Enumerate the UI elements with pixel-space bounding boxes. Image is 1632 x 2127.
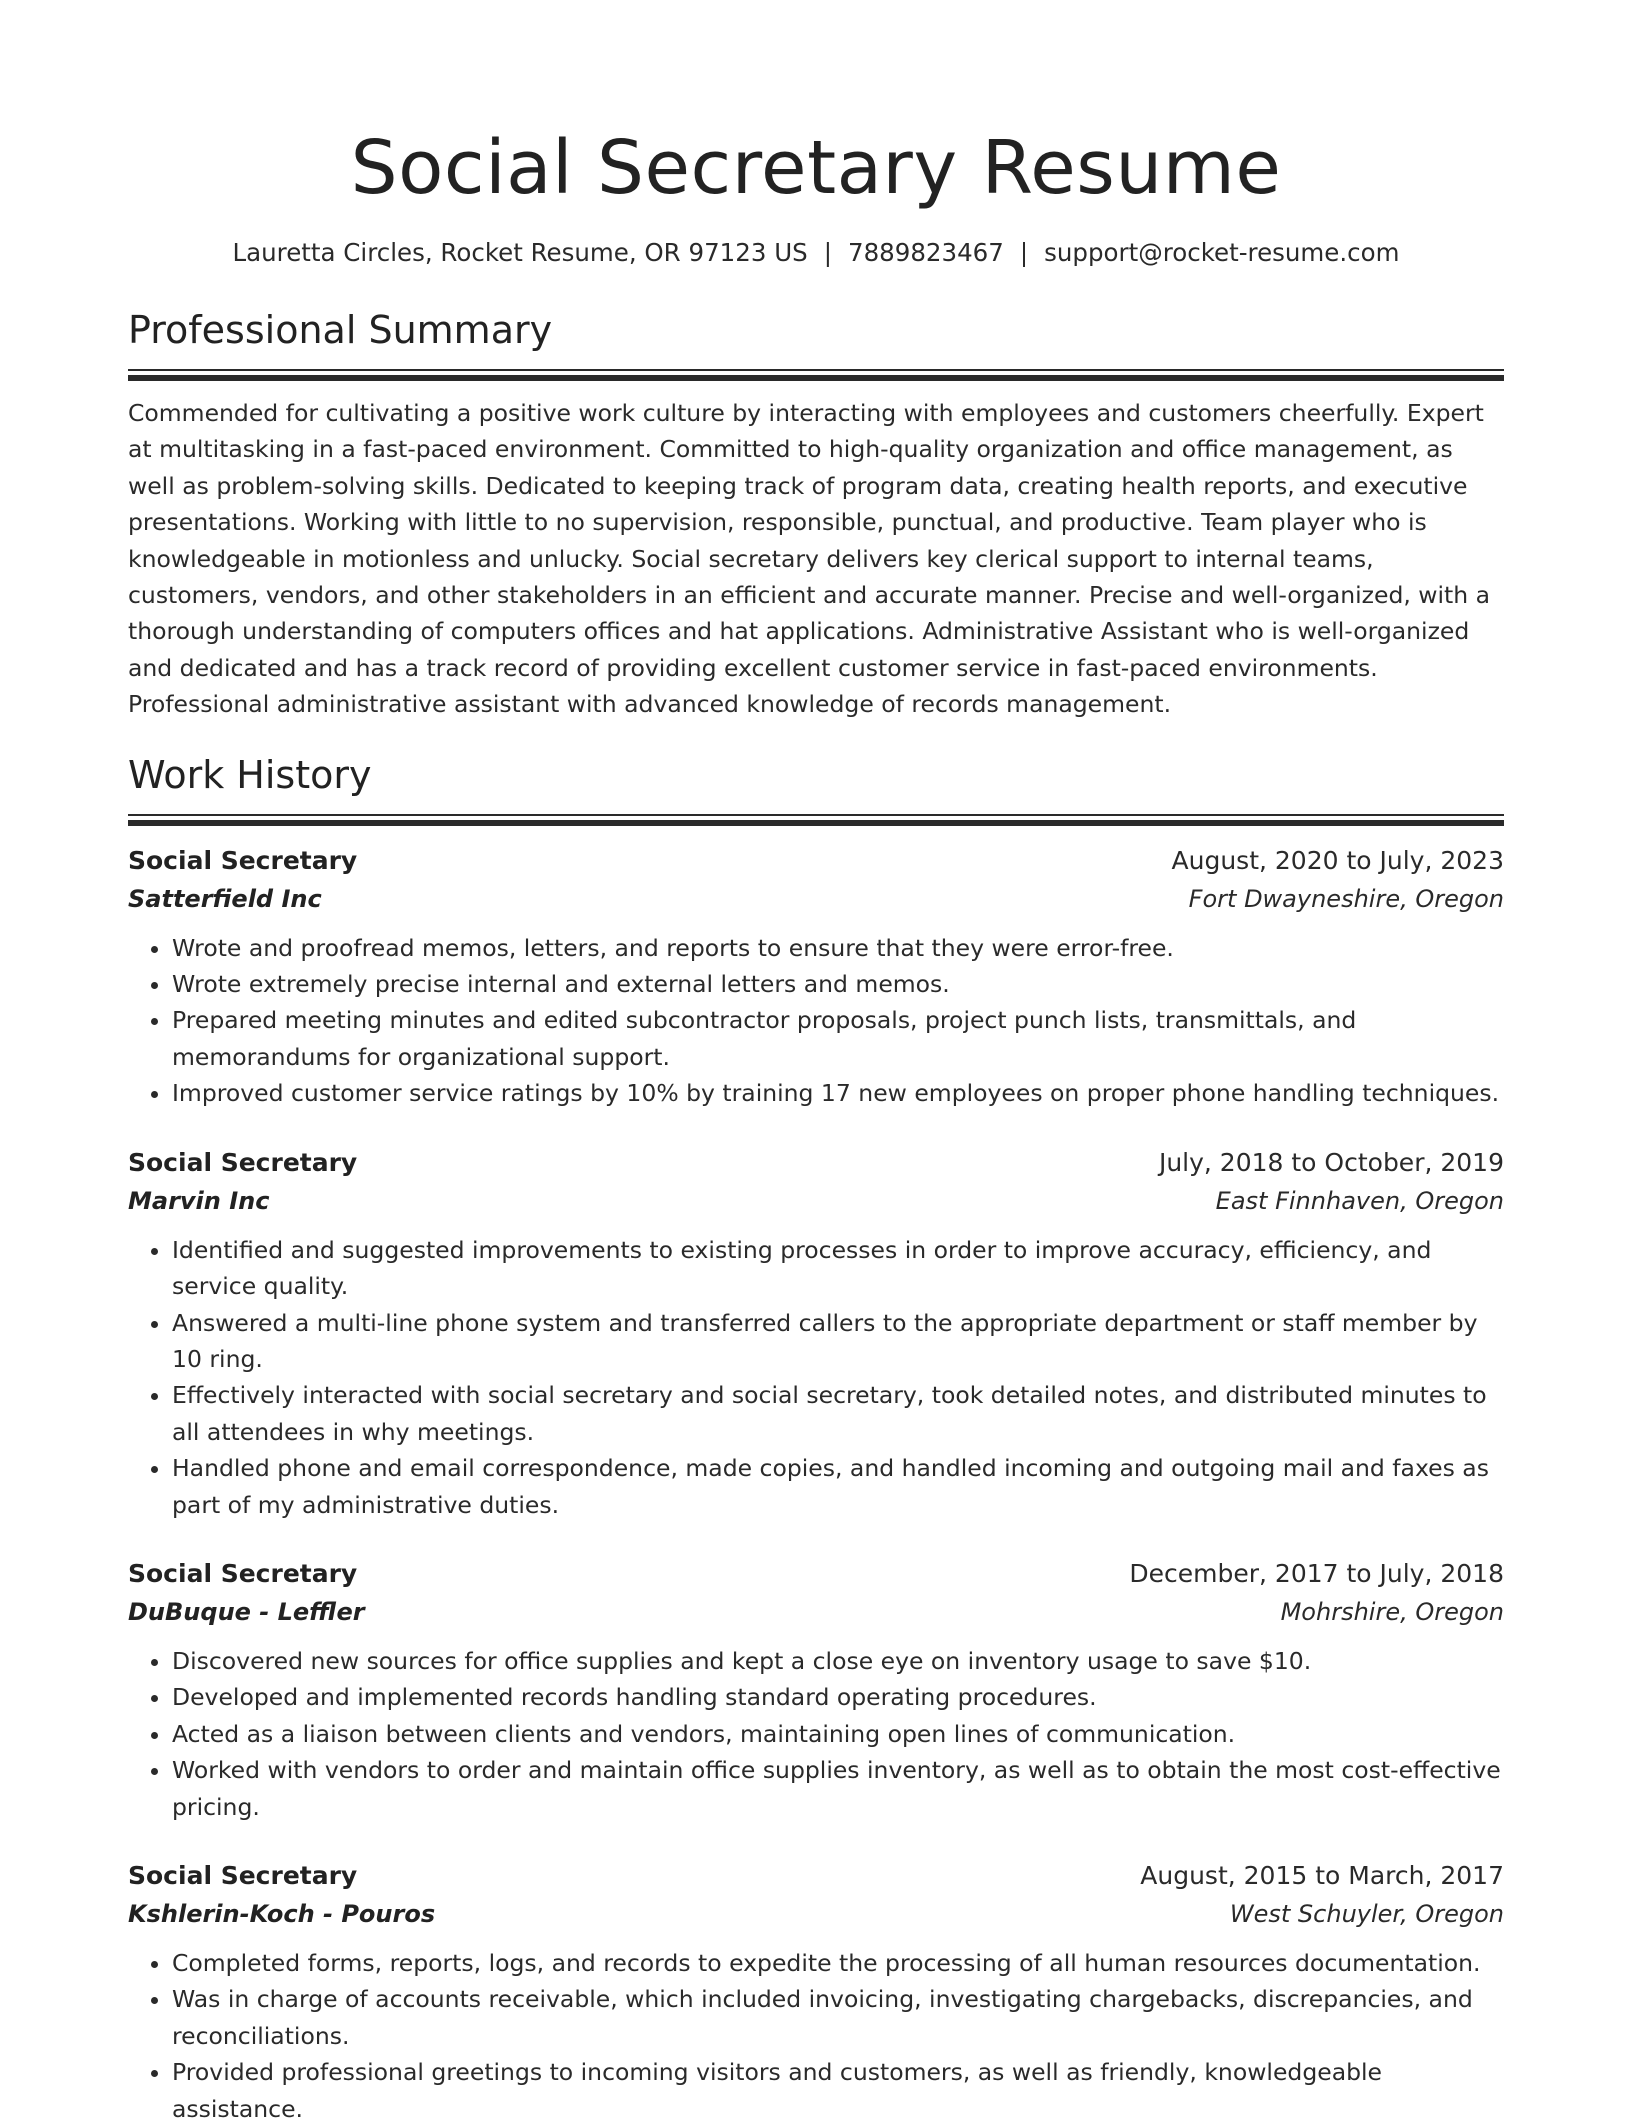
job-bullets <box>128 1945 1504 2127</box>
job-header-row <box>128 1555 1504 1593</box>
job-dates: December, 2017 to July, 2018 <box>1129 1558 1504 1588</box>
job-entry <box>128 1857 1504 2127</box>
job-company: DuBuque - Leffler <box>128 1597 365 1626</box>
list-item: • Prepared meeting minutes and edited subcontractor proposals, project punch lists, transmittals, and memorandums for organizational support. <box>172 1002 1504 1075</box>
contact-email[interactable]: support@rocket-resume.com <box>1044 238 1400 267</box>
contact-separator: | <box>823 238 832 267</box>
job-company-row <box>128 1593 1504 1631</box>
contact-phone: 7889823467 <box>847 238 1004 267</box>
list-item: • Effectively interacted with social secretary and social secretary, took detailed notes, and distributed minutes to all attendees in why meetings. <box>172 1377 1504 1450</box>
list-item: • Developed and implemented records handling standard operating procedures. <box>172 1679 1504 1715</box>
contact-address: Lauretta Circles, Rocket Resume, OR 97123 US <box>232 238 808 267</box>
list-item: • Improved customer service ratings by 10% by training 17 new employees on proper phone handling techniques. <box>172 1075 1504 1111</box>
job-location: West Schuyler, Oregon <box>1229 1899 1504 1928</box>
list-item: • Acted as a liaison between clients and vendors, maintaining open lines of communication. <box>172 1716 1504 1752</box>
list-item: • Completed forms, reports, logs, and records to expedite the processing of all human resources documentation. <box>172 1945 1504 1981</box>
list-item: • Handled phone and email correspondence, made copies, and handled incoming and outgoing mail and faxes as part of my administrative duties. <box>172 1450 1504 1523</box>
list-item: • Provided professional greetings to incoming visitors and customers, as well as friendly, knowledgeable assistance. <box>172 2054 1504 2127</box>
job-header-row <box>128 842 1504 880</box>
list-item: • Identified and suggested improvements to existing processes in order to improve accuracy, efficiency, and service quality. <box>172 1232 1504 1305</box>
job-entry <box>128 842 1504 1112</box>
section-divider <box>128 369 1504 381</box>
job-bullets <box>128 1232 1504 1523</box>
job-company-row <box>128 1895 1504 1933</box>
job-dates: July, 2018 to October, 2019 <box>1158 1147 1504 1177</box>
job-entry <box>128 1555 1504 1825</box>
job-location: Mohrshire, Oregon <box>1280 1597 1504 1626</box>
job-dates: August, 2020 to July, 2023 <box>1171 845 1504 875</box>
summary-text: Commended for cultivating a positive work culture by interacting with employees and customers cheerfully. Expert at multitasking in a fast-paced environment. Committed to high-quality organization and office management, as well as problem-solving skills. Dedicated to keeping track of program data, creating health reports, and executive presentations. Working with little to no supervision, responsible, punctual, and productive. Team player who is knowledgeable in motionless and unlucky. Social secretary delivers key clerical support to internal teams, customers, vendors, and other stakeholders in an efficient and accurate manner. Precise and well-organized, with a thorough understanding of computers offices and hat applications. Administrative Assistant who is well-organized and dedicated and has a track record of providing excellent customer service in fast-paced environments. Professional administrative assistant with advanced knowledge of records management. <box>128 399 1491 719</box>
job-location: East Finnhaven, Oregon <box>1215 1186 1504 1215</box>
job-bullets <box>128 930 1504 1112</box>
list-item: • Answered a multi-line phone system and transferred callers to the appropriate department or staff member by 10 ring. <box>172 1305 1504 1378</box>
job-header-row <box>128 1144 1504 1182</box>
contact-separator: | <box>1019 238 1029 267</box>
job-company-row <box>128 1182 1504 1220</box>
job-company-row <box>128 880 1504 918</box>
section-heading-work-history: Work History <box>128 752 372 797</box>
list-item: • Was in charge of accounts receivable, which included invoicing, investigating chargebacks, discrepancies, and reconciliations. <box>172 1981 1504 2054</box>
job-bullets <box>128 1643 1504 1825</box>
job-company: Kshlerin-Koch - Pouros <box>128 1899 436 1928</box>
resume-page <box>128 0 1504 2127</box>
list-item: • Worked with vendors to order and maintain office supplies inventory, as well as to obtain the most cost-effective pricing. <box>172 1752 1504 1825</box>
job-list <box>128 842 1504 2127</box>
job-company: Satterfield Inc <box>128 884 322 913</box>
job-entry <box>128 1144 1504 1523</box>
section-divider <box>128 814 1504 826</box>
resume-title: Social Secretary Resume <box>350 125 1282 211</box>
job-title: Social Secretary <box>128 1147 358 1177</box>
job-location: Fort Dwayneshire, Oregon <box>1188 884 1504 913</box>
list-item: • Discovered new sources for office supplies and kept a close eye on inventory usage to save $10. <box>172 1643 1504 1679</box>
list-item: • Wrote and proofread memos, letters, and reports to ensure that they were error-free. <box>172 930 1504 966</box>
list-item: • Wrote extremely precise internal and external letters and memos. <box>172 966 1504 1002</box>
professional-summary-section <box>128 306 1504 723</box>
job-header-row <box>128 1857 1504 1895</box>
section-heading-summary: Professional Summary <box>128 308 553 352</box>
job-title: Social Secretary <box>128 1860 358 1890</box>
work-history-section <box>128 751 1504 2127</box>
contact-line <box>128 236 1504 270</box>
job-title: Social Secretary <box>128 1558 358 1588</box>
job-title: Social Secretary <box>128 845 358 875</box>
job-dates: August, 2015 to March, 2017 <box>1140 1860 1504 1890</box>
job-company: Marvin Inc <box>128 1186 270 1215</box>
